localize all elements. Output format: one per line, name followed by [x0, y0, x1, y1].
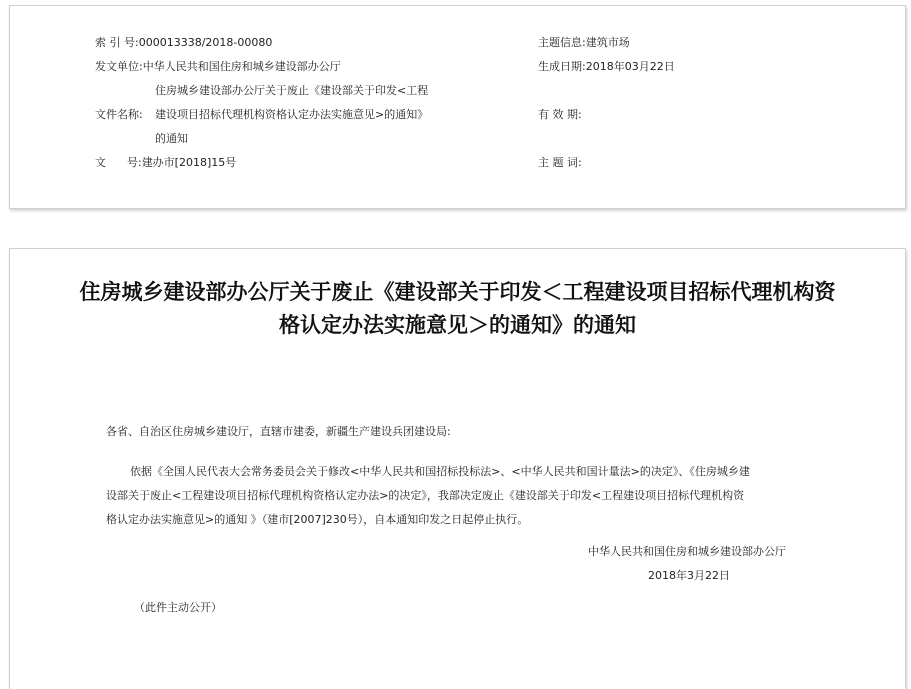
filename-label: 文件名称: [95, 108, 143, 121]
body-line: 格认定办法实施意见>的通知 》（建市[2007]230号），自本通知印发之日起停止执行。 [106, 513, 529, 526]
body-line: 依据《全国人民代表大会常务委员会关于修改<中华人民共和国招标投标法>、<中华人民共和国计量法>的决定》、《住房城乡建 [130, 465, 750, 478]
body-paragraph [106, 460, 750, 532]
topic-value: 建筑市场 [585, 36, 630, 49]
document-number-label: 文 号: [95, 156, 142, 169]
filename-value [155, 79, 428, 151]
generated-date-row [538, 55, 675, 79]
filename-line: 住房城乡建设部办公厅关于废止《建设部关于印发<工程 [155, 84, 429, 97]
index-number-label: 索 引 号: [95, 36, 139, 49]
document-title-line: 住房城乡建设部办公厅关于废止《建设部关于印发＜工程建设项目招标代理机构资 [79, 279, 836, 304]
filename-line: 的通知 [155, 132, 188, 145]
document-metadata-panel [9, 5, 906, 209]
issuer-row [95, 55, 341, 79]
public-disclosure-note: （此件主动公开） [134, 601, 222, 614]
issuer-value: 中华人民共和国住房和城乡建设部办公厅 [142, 60, 341, 73]
sign-date: 2018年3月22日 [648, 569, 730, 582]
document-number-row [95, 151, 236, 175]
filename-line: 建设项目招标代理机构资格认定办法实施意见>的通知》 [155, 108, 429, 121]
validity-row [538, 103, 582, 127]
topic-row [538, 31, 630, 55]
issuer-label: 发文单位: [95, 60, 143, 73]
generated-date-label: 生成日期: [538, 60, 586, 73]
addressee: 各省、自治区住房城乡建设厅，直辖市建委，新疆生产建设兵团建设局: [106, 425, 451, 438]
signer: 中华人民共和国住房和城乡建设部办公厅 [588, 545, 786, 558]
validity-label: 有 效 期: [538, 108, 582, 121]
body-line: 设部关于废止<工程建设项目招标代理机构资格认定办法>的决定》，我部决定废止《建设部关于印发<工程建设项目招标代理机构资 [106, 489, 745, 502]
document-title [50, 275, 865, 341]
topic-label: 主题信息: [538, 36, 586, 49]
generated-date-value: 2018年03月22日 [585, 60, 675, 73]
document-content-panel [9, 248, 906, 689]
document-title-line: 格认定办法实施意见＞的通知》的通知 [279, 312, 636, 337]
index-number-value: 000013338/2018-00080 [138, 36, 273, 49]
document-number-value: 建办市[2018]15号 [141, 156, 237, 169]
index-number-row [95, 31, 272, 55]
subject-words-row [538, 151, 582, 175]
subject-words-label: 主 题 词: [538, 156, 582, 169]
